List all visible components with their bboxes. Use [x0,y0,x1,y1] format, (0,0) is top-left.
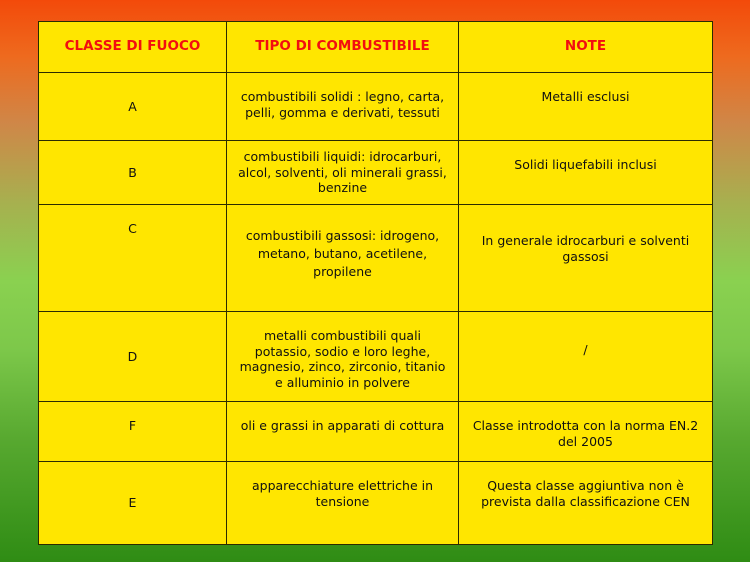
note-cell: In generale idrocarburi e solventi gassosi [459,205,713,312]
classe-cell: A [39,73,227,141]
header-classe-di-fuoco: CLASSE DI FUOCO [39,22,227,73]
table-row [39,141,713,205]
table-row [39,73,713,141]
classe-cell: E [39,462,227,545]
tipo-cell: oli e grassi in apparati di cottura [227,402,459,462]
note-cell: Solidi liquefabili inclusi [459,141,713,205]
header-tipo-di-combustibile: TIPO DI COMBUSTIBILE [227,22,459,73]
fire-class-table-wrapper [38,21,712,544]
header-note: NOTE [459,22,713,73]
classe-cell: B [39,141,227,205]
note-cell: Metalli esclusi [459,73,713,141]
fire-class-table [38,21,713,545]
classe-cell: D [39,312,227,402]
table-row [39,205,713,312]
tipo-cell: combustibili solidi : legno, carta, pelli, gomma e derivati, tessuti [227,73,459,141]
tipo-cell: combustibili gassosi: idrogeno, metano, butano, acetilene, propilene [227,205,459,312]
table-row [39,462,713,545]
classe-cell: C [39,205,227,312]
tipo-cell: apparecchiature elettriche in tensione [227,462,459,545]
note-cell: Classe introdotta con la norma EN.2 del 2005 [459,402,713,462]
table-header-row [39,22,713,73]
table-row [39,402,713,462]
tipo-cell: metalli combustibili quali potassio, sodio e loro leghe, magnesio, zinco, zirconio, titanio e alluminio in polvere [227,312,459,402]
classe-cell: F [39,402,227,462]
note-cell: Questa classe aggiuntiva non è prevista dalla classificazione CEN [459,462,713,545]
tipo-cell: combustibili liquidi: idrocarburi, alcol, solventi, oli minerali grassi, benzine [227,141,459,205]
note-cell: / [459,312,713,402]
table-row [39,312,713,402]
